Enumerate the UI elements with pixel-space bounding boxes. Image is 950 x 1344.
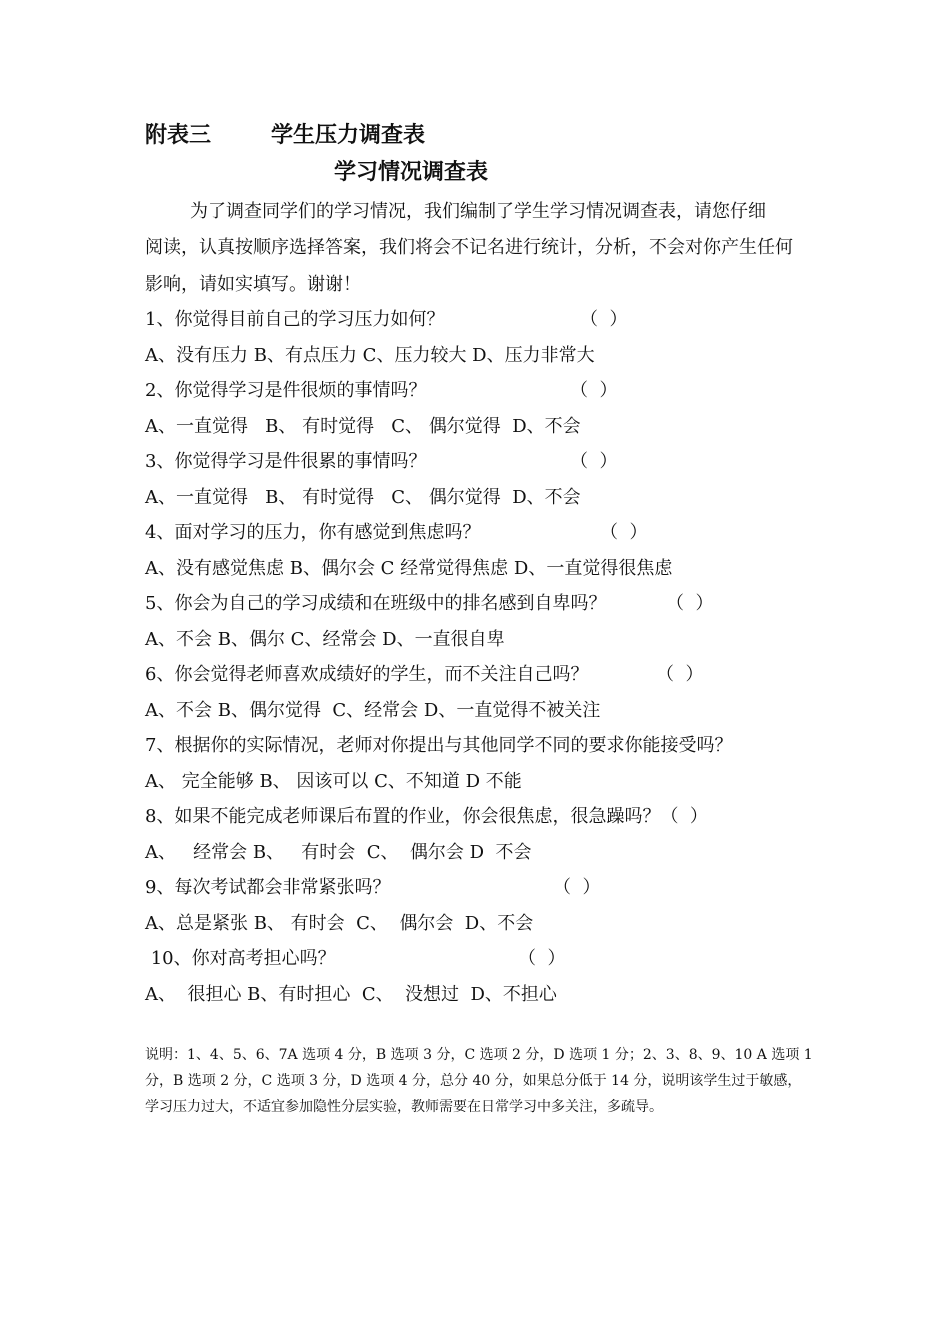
question-9: 9、每次考试都会非常紧张吗？: [145, 877, 391, 898]
question-5: 5、你会为自己的学习成绩和在班级中的排名感到自卑吗？: [145, 593, 607, 614]
options-5: A、不会 B、偶尔 C、经常会 D、一直很自卑: [145, 629, 505, 650]
answer-bracket-5: （ ）: [666, 593, 714, 614]
intro-line-1: 为了调查同学们的学习情况，我们编制了学生学习情况调查表，请您仔细: [190, 201, 766, 222]
options-3: A、一直觉得 B、 有时觉得 C、 偶尔觉得 D、不会: [145, 487, 581, 508]
options-1: A、没有压力 B、有点压力 C、压力较大 D、压力非常大: [145, 345, 595, 366]
answer-bracket-3: （ ）: [570, 451, 618, 472]
options-10: A、 很担心 B、有时担心 C、 没想过 D、不担心: [145, 984, 557, 1005]
intro-line-2: 阅读，认真按顺序选择答案，我们将会不记名进行统计，分析，不会对你产生任何: [145, 237, 793, 258]
options-6: A、不会 B、偶尔觉得 C、经常会 D、一直觉得不被关注: [145, 700, 601, 721]
answer-bracket-9: （ ）: [553, 877, 601, 898]
question-8: 8、如果不能完成老师课后布置的作业，你会很焦虑，很急躁吗？（ ）: [145, 806, 708, 827]
scoring-note: 说明：1、4、5、6、7A 选项 4 分，B 选项 3 分，C 选项 2 分，D 选项 1 分；2、3、8、9、10 A 选项 1 分，B 选项 2 分，C 选项 3 分，D 选项 4 分，总分 40 分，如果总分低于 14 分，说明该学生过于敏感，学习压力过大，不适宜参加隐性分层实验，教师需要在日常学习中多关注，多疏导。: [145, 1047, 813, 1115]
options-2: A、一直觉得 B、 有时觉得 C、 偶尔觉得 D、不会: [145, 416, 581, 437]
appendix-header: [145, 122, 425, 150]
question-4: 4、面对学习的压力，你有感觉到焦虑吗？: [145, 522, 481, 543]
main-title: 学习情况调查表: [334, 160, 489, 185]
options-8: A、 经常会 B、 有时会 C、 偶尔会 D 不会: [145, 842, 532, 863]
options-4: A、没有感觉焦虑 B、偶尔会 C 经常觉得焦虑 D、一直觉得很焦虑: [145, 558, 673, 579]
options-9: A、总是紧张 B、 有时会 C、 偶尔会 D、不会: [145, 913, 534, 934]
question-7: 7、根据你的实际情况，老师对你提出与其他同学不同的要求你能接受吗？: [145, 735, 733, 756]
options-7: A、 完全能够 B、 因该可以 C、不知道 D 不能: [145, 771, 522, 792]
answer-bracket-6: （ ）: [656, 664, 704, 685]
question-3: 3、你觉得学习是件很累的事情吗？: [145, 451, 427, 472]
question-2: 2、你觉得学习是件很烦的事情吗？: [145, 380, 427, 401]
question-1: 1、你觉得目前自己的学习压力如何？: [145, 309, 445, 330]
appendix-title: 学生压力调查表: [271, 123, 426, 148]
answer-bracket-2: （ ）: [570, 380, 618, 401]
answer-bracket-10: （ ）: [518, 948, 566, 969]
appendix-label: 附表三: [145, 123, 212, 148]
question-10: 10、你对高考担心吗？: [145, 948, 336, 969]
question-6: 6、你会觉得老师喜欢成绩好的学生，而不关注自己吗？: [145, 664, 589, 685]
answer-bracket-4: （ ）: [600, 522, 648, 543]
answer-bracket-1: （ ）: [580, 309, 628, 330]
intro-line-3: 影响，请如实填写。谢谢！: [145, 274, 361, 295]
